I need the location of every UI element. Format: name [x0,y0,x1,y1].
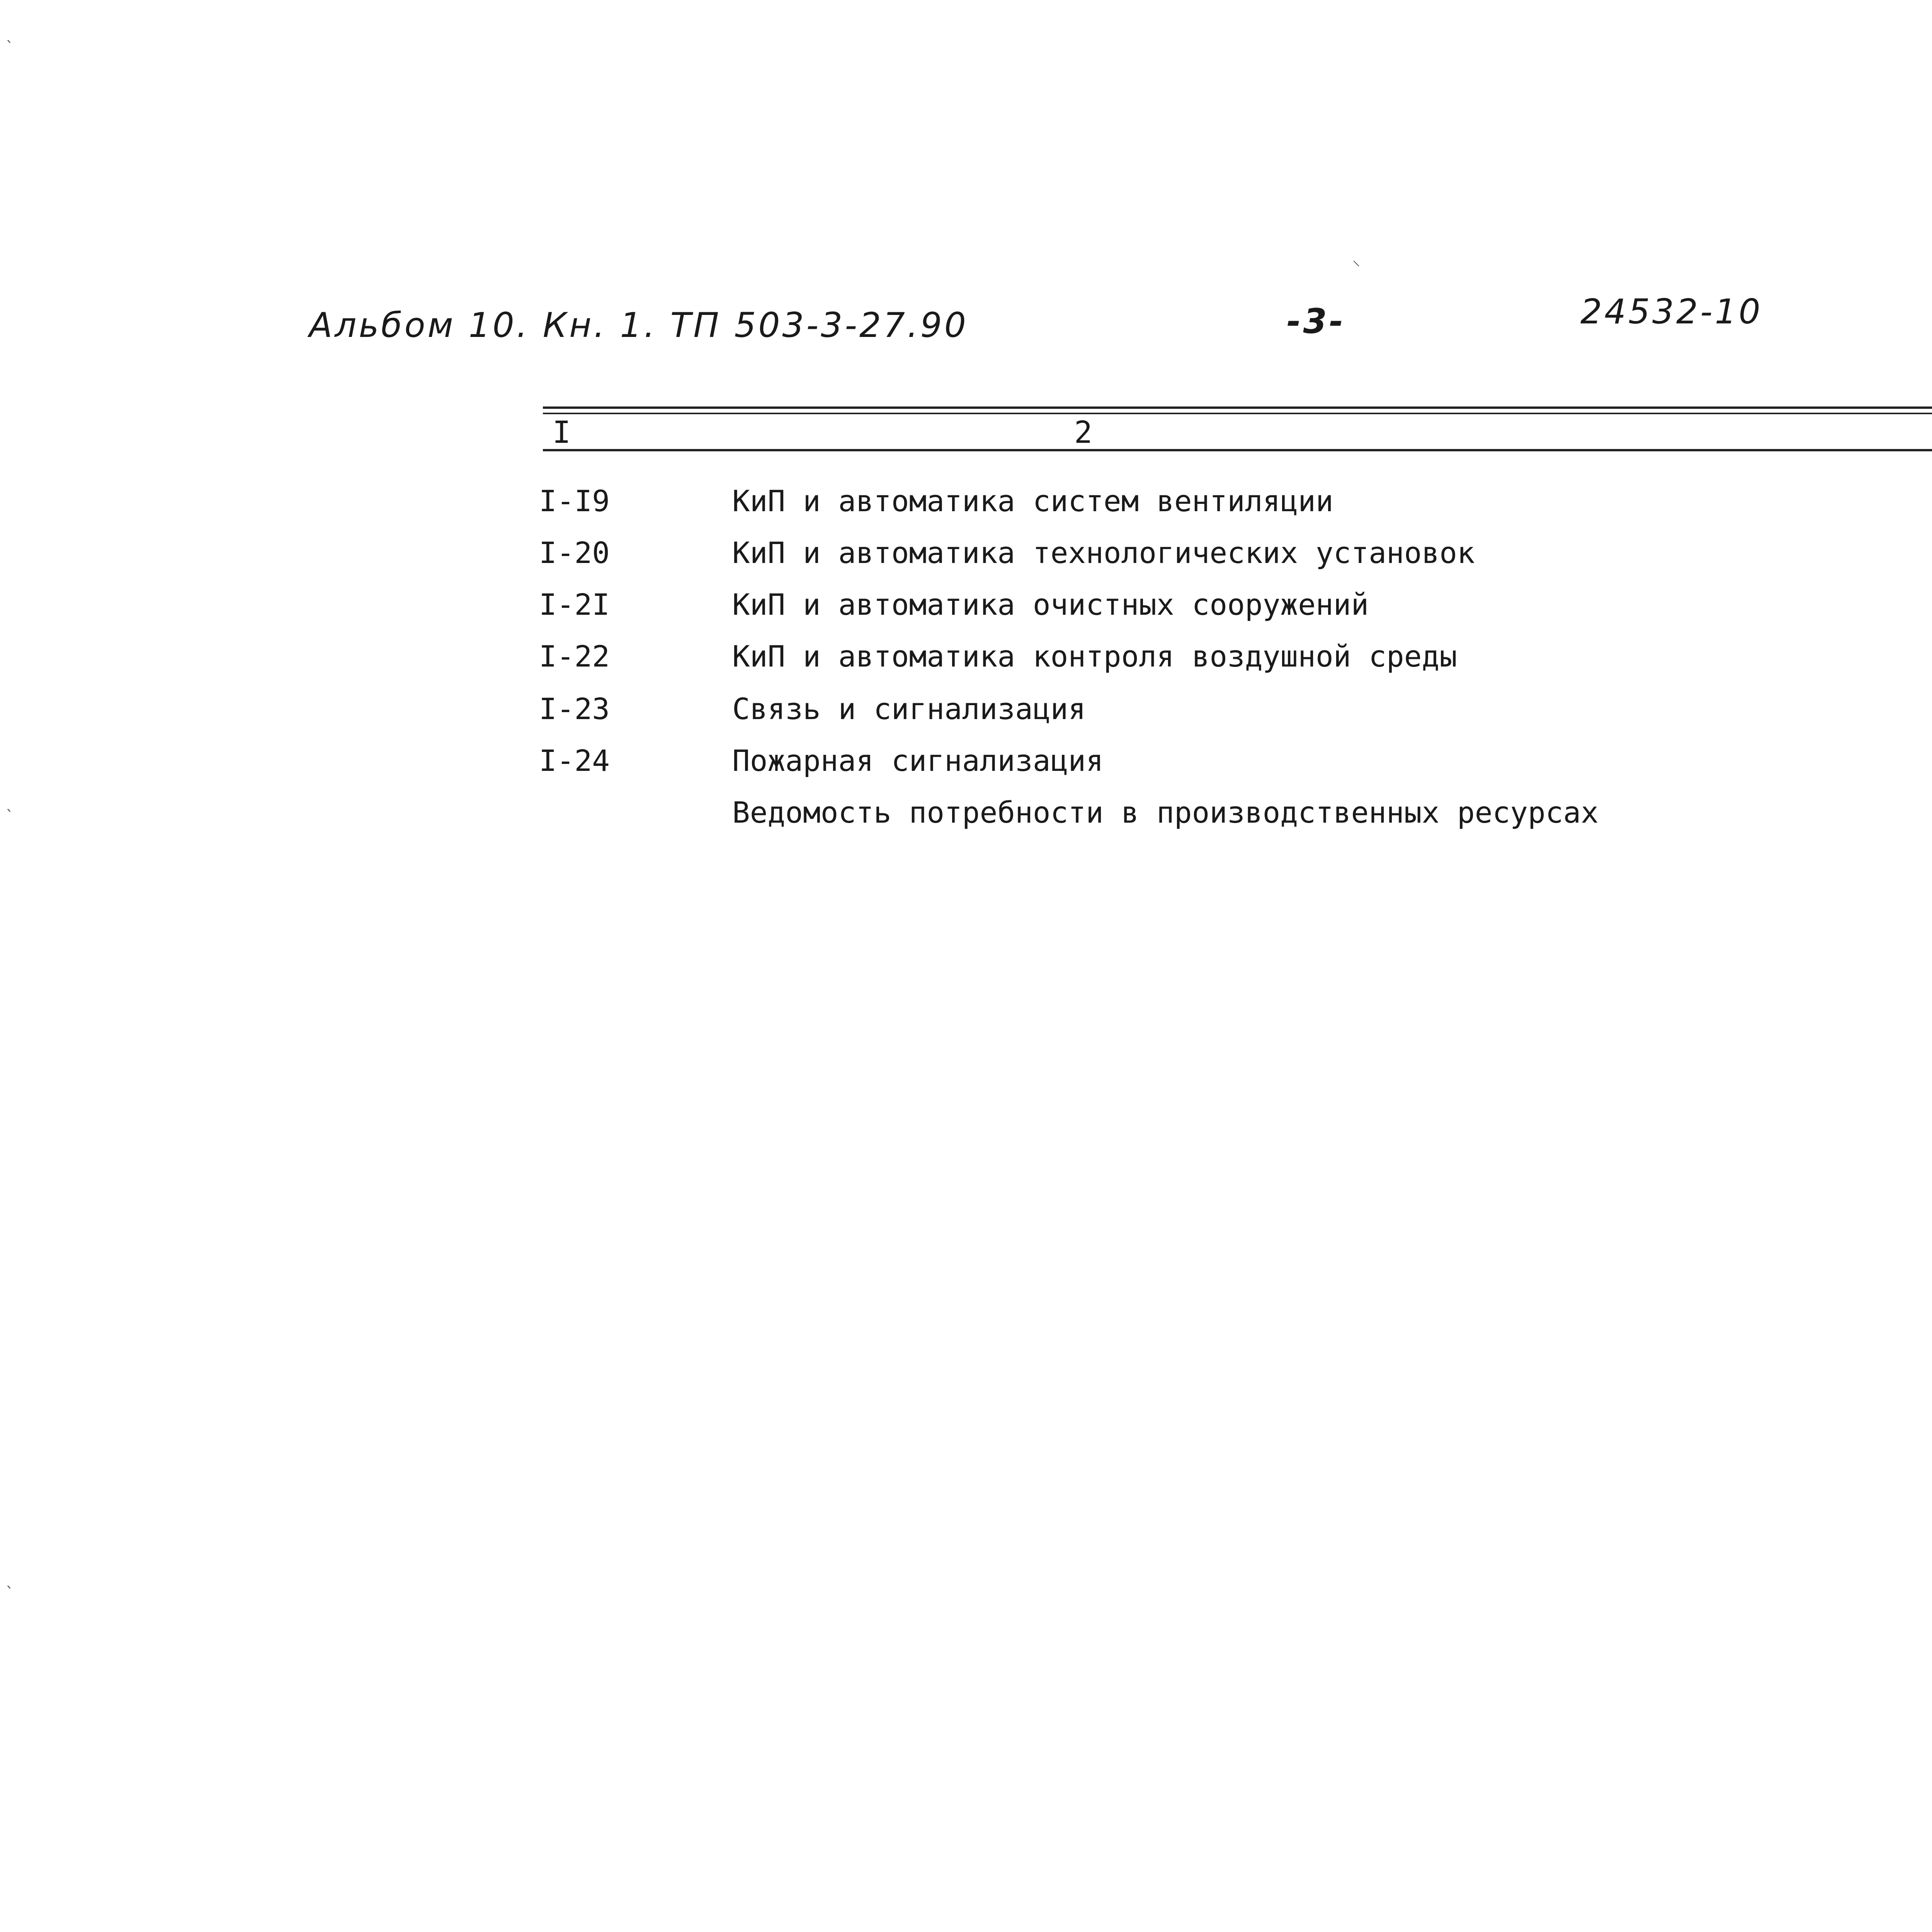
row-title: КиП и автоматика контроля воздушной среды [732,639,1457,673]
document-code: 24532-10 [1580,292,1763,332]
scan-speck: ˋ [6,808,14,825]
scan-speck: ˋ [6,39,14,56]
row-number: I-22 [539,639,610,673]
table-row [0,484,1932,530]
row-number: I-23 [539,692,610,726]
row-number: I-24 [539,743,610,778]
row-title: Ведомость потребности в производственных ресурсах [732,795,1599,830]
row-title: Пожарная сигнализация [732,743,1104,778]
scan-speck: ˋ [6,1584,14,1602]
table-row [0,692,1932,738]
table-row [0,743,1932,790]
table-top-rule [543,406,1932,409]
page-number: -3- [1287,301,1346,341]
row-title: Связь и сигнализация [732,692,1086,726]
table-row [0,587,1932,634]
table-row [0,536,1932,582]
album-reference: Альбом 10. Кн. 1. ТП 503-3-27.90 [309,305,968,345]
table-top-rule-inner [543,413,1932,414]
row-number: I-I9 [539,484,610,518]
row-title: КиП и автоматика технологических установок [732,536,1475,570]
row-title: КиП и автоматика очистных сооружений [732,587,1369,622]
table-row [0,639,1932,685]
column-header-number: I [553,415,571,450]
row-number: I-2I [539,587,610,622]
column-header-title: 2 [1074,415,1092,450]
table-header-rule [543,449,1932,451]
row-title: КиП и автоматика систем вентиляции [732,484,1333,518]
table-row [0,795,1932,842]
scan-speck: ⸌ [1352,258,1360,276]
row-number: I-20 [539,536,610,570]
